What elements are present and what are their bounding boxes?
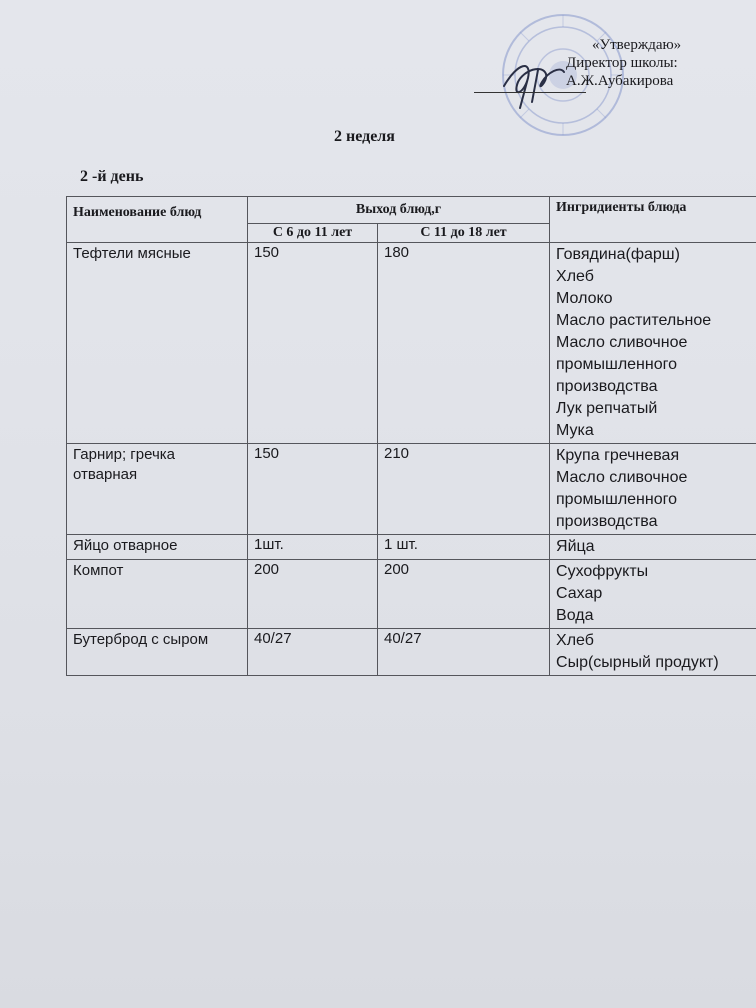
ingredient-item: Вода bbox=[556, 607, 594, 624]
ingredient-item: Хлеб bbox=[556, 632, 594, 649]
ingredients-cell bbox=[550, 535, 756, 560]
yield-age-6-11-cell: 150 bbox=[248, 444, 378, 535]
ingredient-item: Молоко bbox=[556, 290, 613, 307]
ingredients-cell bbox=[550, 444, 756, 535]
ingredient-item: Масло растительное bbox=[556, 312, 712, 329]
header-yield: Выход блюд,г bbox=[248, 197, 550, 224]
ingredient-item: Сахар bbox=[556, 585, 603, 602]
approval-heading: «Утверждаю» bbox=[592, 37, 682, 53]
yield-age-6-11-cell: 1шт. bbox=[248, 535, 378, 560]
ingredient-item: Сухофрукты bbox=[556, 563, 649, 580]
yield-age-6-11-cell: 40/27 bbox=[248, 629, 378, 676]
ingredient-item: Лук репчатый bbox=[556, 400, 658, 417]
approval-position: Директор школы: bbox=[566, 55, 678, 71]
table-row bbox=[67, 629, 756, 676]
dish-name-cell: Гарнир; гречка отварная bbox=[67, 444, 248, 535]
table-row bbox=[67, 243, 756, 444]
ingredient-item: Мука bbox=[556, 422, 594, 439]
menu-table bbox=[66, 196, 756, 676]
ingredients-cell bbox=[550, 629, 756, 676]
ingredient-item: Масло сливочное промышленного производства bbox=[556, 469, 688, 530]
day-title: 2 -й день bbox=[80, 168, 144, 185]
dish-name-cell: Бутерброд с сыром bbox=[67, 629, 248, 676]
signature-line bbox=[474, 92, 586, 93]
yield-age-11-18-cell: 40/27 bbox=[378, 629, 550, 676]
ingredient-item: Сыр(сырный продукт) bbox=[556, 654, 719, 671]
week-title: 2 неделя bbox=[334, 128, 395, 145]
header-dish: Наименование блюд bbox=[67, 197, 248, 243]
ingredient-item: Говядина(фарш) bbox=[556, 246, 680, 263]
table-row bbox=[67, 560, 756, 629]
yield-age-11-18-cell: 200 bbox=[378, 560, 550, 629]
approval-block bbox=[566, 36, 756, 90]
ingredients-cell bbox=[550, 243, 756, 444]
header-age-6-11: С 6 до 11 лет bbox=[248, 224, 378, 243]
table-row bbox=[67, 535, 756, 560]
ingredient-item: Хлеб bbox=[556, 268, 594, 285]
header-age-11-18: С 11 до 18 лет bbox=[378, 224, 550, 243]
dish-name-cell: Компот bbox=[67, 560, 248, 629]
yield-age-6-11-cell: 150 bbox=[248, 243, 378, 444]
dish-name-cell: Тефтели мясные bbox=[67, 243, 248, 444]
yield-age-6-11-cell: 200 bbox=[248, 560, 378, 629]
approval-name: А.Ж.Аубакирова bbox=[566, 73, 674, 89]
ingredients-cell bbox=[550, 560, 756, 629]
yield-age-11-18-cell: 210 bbox=[378, 444, 550, 535]
table-row bbox=[67, 444, 756, 535]
header-ingredients: Ингридиенты блюда bbox=[550, 197, 756, 243]
ingredient-item: Крупа гречневая bbox=[556, 447, 680, 464]
yield-age-11-18-cell: 1 шт. bbox=[378, 535, 550, 560]
dish-name-cell: Яйцо отварное bbox=[67, 535, 248, 560]
ingredient-item: Яйца bbox=[556, 538, 595, 555]
ingredient-item: Масло сливочное промышленного производства bbox=[556, 334, 688, 395]
yield-age-11-18-cell: 180 bbox=[378, 243, 550, 444]
